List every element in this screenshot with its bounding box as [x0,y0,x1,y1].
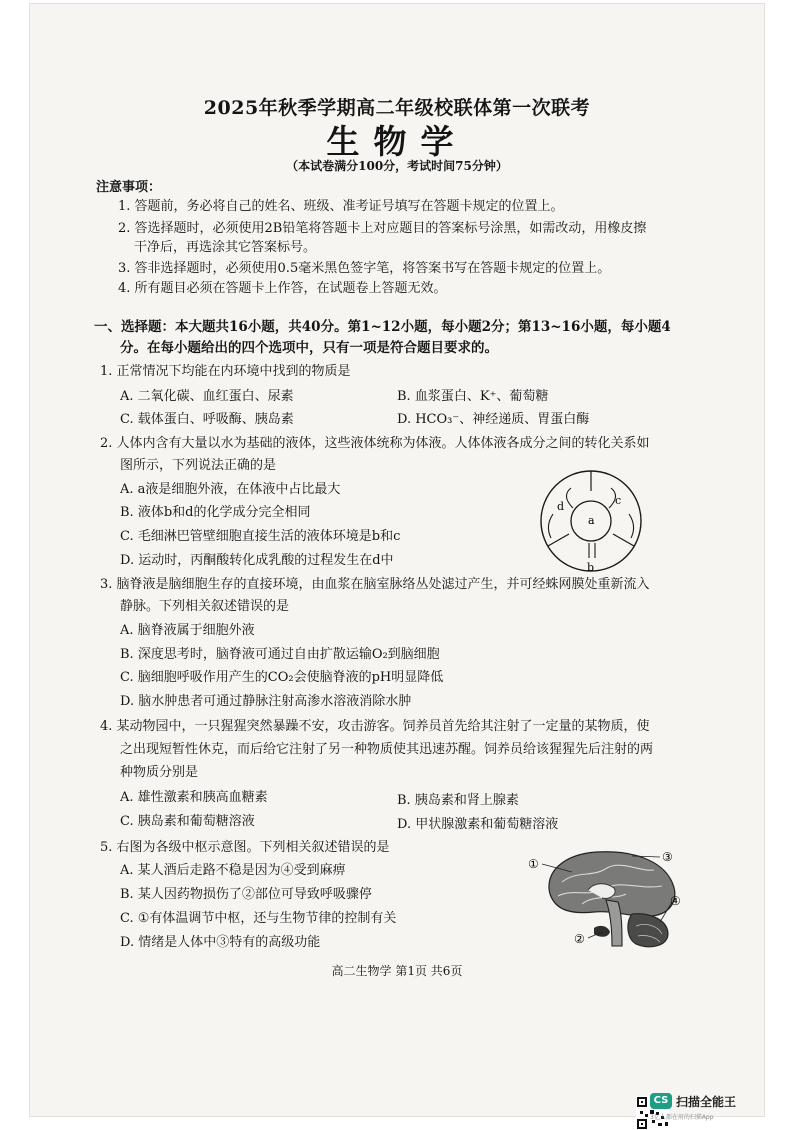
question-5-stem: 5. 右图为各级中枢示意图。下列相关叙述错误的是 [100,840,390,855]
question-2-stem-line2: 图所示，下列说法正确的是 [120,458,277,473]
scanner-tagline: 3亿人都在用的扫描App [650,1114,714,1121]
diagram-label-a: a [588,514,595,527]
brain-label-4: ④ [670,894,681,908]
scanner-brand: 扫描全能王 [676,1095,737,1109]
question-2-stem-line1: 2. 人体内含有大量以水为基础的液体，这些液体统称为体液。人体体液各成分之间的转化关系如 [100,436,650,451]
notice-item-1: 1. 答题前，务必将自己的姓名、班级、准考证号填写在答题卡规定的位置上。 [118,199,564,214]
notice-item-2-cont: 干净后，再选涂其它答案标号。 [134,240,317,255]
notice-item-2: 2. 答选择题时，必须使用2B铅笔将答题卡上对应题目的答案标号涂黑，如需改动，用橡皮擦 [118,221,647,236]
question-2-option-b: B. 液体b和d的化学成分完全相同 [120,505,311,520]
notice-item-3: 3. 答非选择题时，必须使用0.5毫米黑色签字笔，将答案书写在答题卡规定的位置上。 [118,261,611,276]
body-fluid-diagram [531,466,651,576]
question-5-option-a: A. 某人酒后走路不稳是因为④受到麻痹 [120,863,346,878]
question-1-stem: 1. 正常情况下均能在内环境中找到的物质是 [100,364,351,379]
page-footer: 高二生物学 第1页 共6页 [331,964,463,978]
question-4-stem-line3: 种物质分别是 [120,765,199,780]
notice-item-4: 4. 所有题目必须在答题卡上作答，在试题卷上答题无效。 [118,281,447,296]
question-4-option-d: D. 甲状腺激素和葡萄糖溶液 [397,817,559,832]
section-heading-line1: 一、选择题：本大题共16小题，共40分。第1~12小题，每小题2分；第13~16小题，每小题4 [94,319,671,335]
question-2-option-c: C. 毛细淋巴管壁细胞直接生活的液体环境是b和c [120,529,401,544]
brain-label-1: ① [528,857,539,871]
question-5-option-d: D. 情绪是人体中③特有的高级功能 [120,935,321,950]
question-4-option-b: B. 胰岛素和肾上腺素 [397,793,519,808]
brain-diagram [522,842,702,957]
question-1-option-d: D. HCO₃⁻、神经递质、胃蛋白酶 [397,412,590,427]
section-heading-line2: 分。在每小题给出的四个选项中，只有一项是符合题目要求的。 [120,340,498,356]
exam-note: （本试卷满分100分，考试时间75分钟） [286,159,508,173]
diagram-label-b: b [587,561,595,574]
diagram-label-d: d [557,500,565,513]
question-5-option-b: B. 某人因药物损伤了②部位可导致呼吸骤停 [120,887,372,902]
question-1-option-a: A. 二氧化碳、血红蛋白、尿素 [120,389,294,404]
question-4-stem-line1: 4. 某动物园中，一只猩猩突然暴躁不安，攻击游客。饲养员首先给其注射了一定量的某物质，使 [100,719,650,734]
question-2-option-d: D. 运动时，丙酮酸转化成乳酸的过程发生在d中 [120,553,394,568]
question-3-stem-line2: 静脉。下列相关叙述错误的是 [120,599,290,614]
scanner-badge: CS [650,1093,672,1109]
question-4-option-c: C. 胰岛素和葡萄糖溶液 [120,814,255,829]
exam-title: 2025年秋季学期高二年级校联体第一次联考 [203,97,591,119]
brain-label-2: ② [574,932,585,946]
question-5-option-c: C. ①有体温调节中枢，还与生物节律的控制有关 [120,911,397,926]
question-3-option-c: C. 脑细胞呼吸作用产生的CO₂会使脑脊液的pH明显降低 [120,670,444,685]
question-3-stem-line1: 3. 脑脊液是脑细胞生存的直接环境，由血浆在脑室脉络丛处滤过产生，并可经蛛网膜处重新流入 [100,577,650,592]
exam-page [30,4,764,1116]
question-3-option-b: B. 深度思考时，脑脊液可通过自由扩散运输O₂到脑细胞 [120,647,440,662]
question-3-option-a: A. 脑脊液属于细胞外液 [120,623,255,638]
diagram-label-c: c [615,494,622,507]
brain-label-3: ③ [662,850,673,864]
question-2-option-a: A. a液是细胞外液，在体液中占比最大 [120,482,341,497]
question-1-option-c: C. 载体蛋白、呼吸酶、胰岛素 [120,412,294,427]
notice-heading: 注意事项： [96,180,162,195]
question-3-option-d: D. 脑水肿患者可通过静脉注射高渗水溶液消除水肿 [120,694,412,709]
question-1-option-b: B. 血浆蛋白、K⁺、葡萄糖 [397,389,549,404]
question-4-option-a: A. 雄性激素和胰高血糖素 [120,790,268,805]
subject-title: 生物学 [326,122,468,161]
question-4-stem-line2: 之出现短暂性休克，而后给它注射了另一种物质使其迅速苏醒。饲养员给该猩猩先后注射的两 [120,742,654,757]
